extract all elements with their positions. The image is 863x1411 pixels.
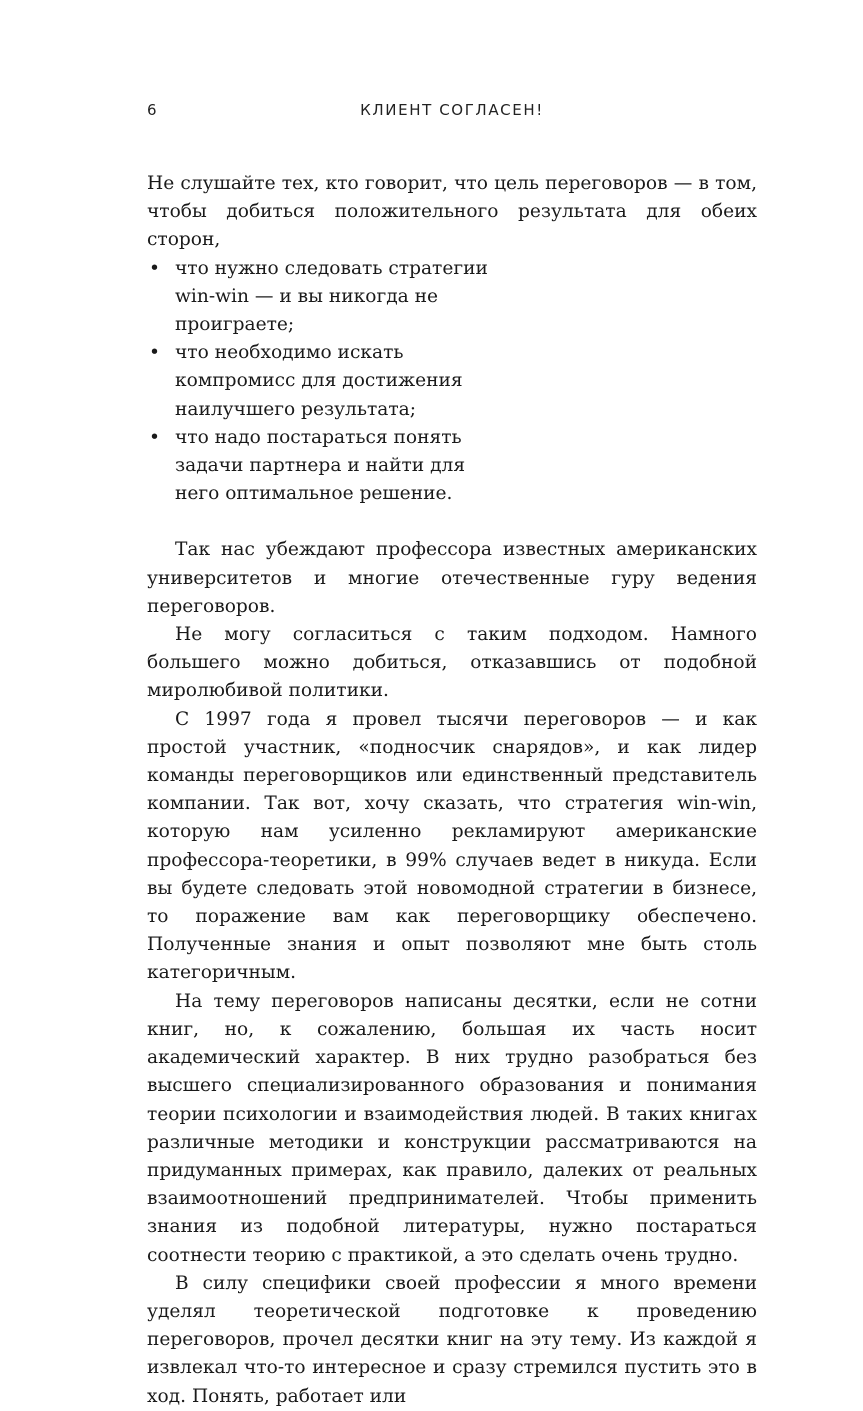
running-title: КЛИЕНТ СОГЛАСЕН! [360,101,544,119]
section-spacer [147,508,757,536]
list-item [147,255,757,340]
body-paragraph: На тему переговоров написаны десятки, если не сотни книг, но, к сожалению, большая их часть носит академический характер. В них трудно разобраться без высшего специализированного образования и понимания теории психологии и взаимодействия людей. В таких книгах различные методики и конструкции рассматриваются на придуманных примерах, как правило, далеких от реальных взаимоотношений предпринимателей. Чтобы применить знания из подобной литературы, нужно постараться соотнести теорию с практикой, а это сделать очень трудно. [147,990,757,1266]
list-item [147,339,757,424]
list-item [147,424,757,509]
body-paragraph: С 1997 года я провел тысячи переговоров — и как простой участник, «подносчик снарядов», и как лидер команды переговорщиков или единственный представитель компании. Так вот, хочу сказать, что стратегия win-win, которую нам усиленно рекламируют американские профессора-теоретики, в 99% случаев ведет в никуда. Если вы будете следовать этой новомодной стратегии в бизнесе, то поражение вам как переговорщику обеспечено. Полученные знания и опыт позволяют мне быть столь категоричным. [147,708,757,984]
list-item-text: что необходимо искать компромисс для достижения наилучшего результата; [175,342,463,420]
intro-paragraph: Не слушайте тех, кто говорит, что цель переговоров — в том, чтобы добиться положительного результата для обеих сторон, [147,173,757,251]
bullet-icon: • [149,342,160,364]
bullet-icon: • [149,426,160,448]
body-paragraph: В силу специфики своей профессии я много времени уделял теоретической подготовке к проведению переговоров, прочел десятки книг на эту тему. Из каждой я извлекал что-то интересное и сразу стремился пустить это в ход. Понять, работает или [147,1272,757,1407]
body-paragraph: Так нас убеждают профессора известных американских университетов и многие отечественные гуру ведения переговоров. [147,539,757,617]
bullet-list [147,255,757,509]
list-item-text: что нужно следовать стратегии win-win — и вы никогда не проиграете; [175,257,488,336]
list-item-text: что надо постараться понять задачи партнера и найти для него оптимальное решение. [175,426,466,505]
page-header [147,101,757,125]
body-paragraph: Не могу согласиться с таким подходом. Намного большего можно добиться, отказавшись от подобной миролюбивой политики. [147,624,757,702]
page-body [147,170,757,1411]
page-number: 6 [147,101,159,119]
bullet-icon: • [149,257,160,279]
